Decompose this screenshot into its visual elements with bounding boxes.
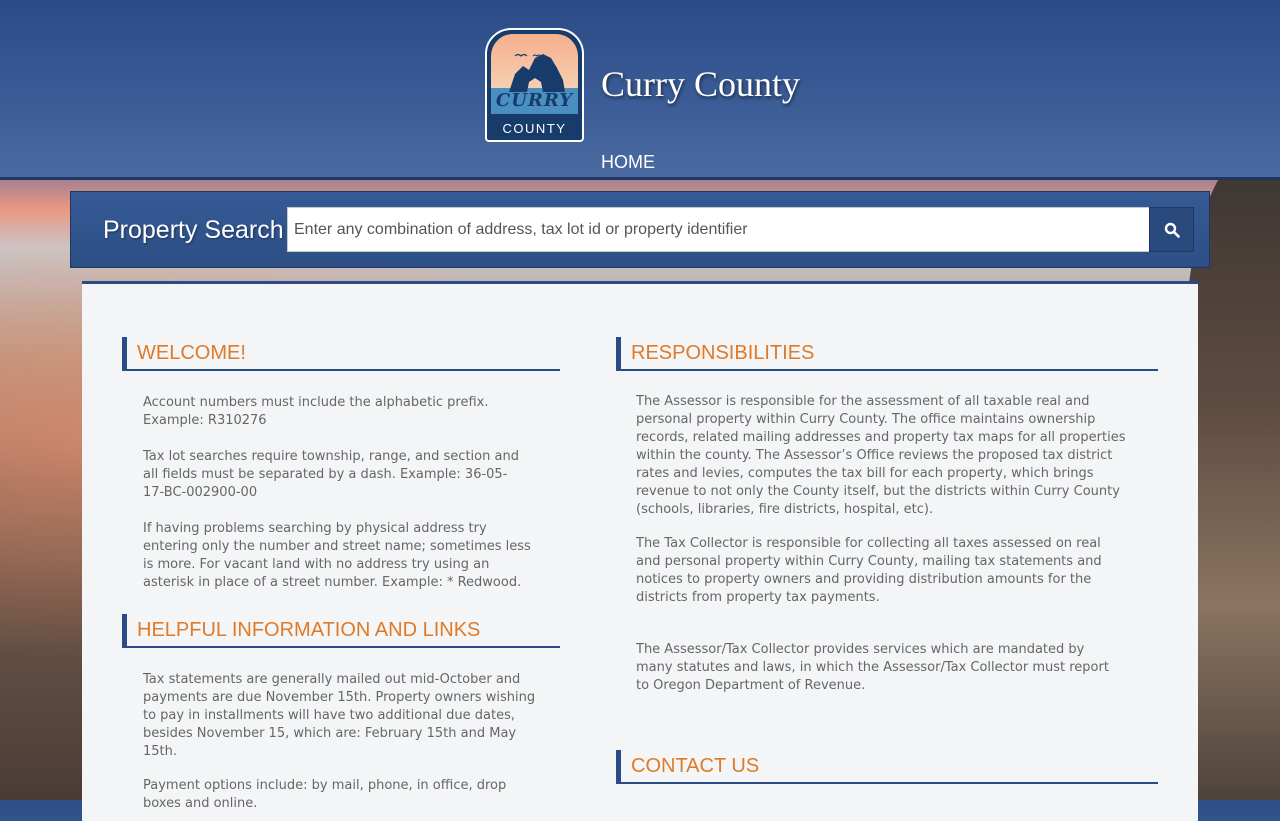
site-header bbox=[0, 0, 1280, 177]
helpful-info-paragraph: Tax statements are generally mailed out mid-October and payments are due November 15th. Property owners wishing to pay in installments will have two additional due dates, besides November 15, which are: February 15th and May 15th. bbox=[143, 672, 536, 759]
logo-rock-arch-icon bbox=[509, 52, 565, 92]
welcome-paragraph: If having problems searching by physical address try entering only the number and street name; sometimes less is more. For vacant land with no address try using an asterisk in place of a street number. Example: * Redwood. bbox=[143, 521, 531, 590]
responsibilities-heading bbox=[616, 337, 1158, 371]
site-title[interactable]: Curry County bbox=[601, 64, 801, 104]
logo-word: CURRY bbox=[495, 90, 574, 111]
property-search-bar bbox=[70, 191, 1210, 268]
helpful-info-paragraph: Payment options include: by mail, phone, in office, drop boxes and online. bbox=[143, 778, 507, 811]
nav-home-link[interactable]: HOME bbox=[601, 152, 655, 172]
contact-us-heading-text: CONTACT US bbox=[631, 755, 760, 777]
responsibilities-paragraph: The Tax Collector is responsible for collecting all taxes assessed on real and personal property within Curry County, mailing tax statements and notices to property owners and providing distribution amounts for the districts from property tax payments. bbox=[636, 536, 1102, 605]
responsibilities-paragraph: The Assessor/Tax Collector provides services which are mandated by many statutes and laws, in which the Assessor/Tax Collector must report to Oregon Department of Revenue. bbox=[636, 642, 1109, 693]
county-logo[interactable] bbox=[485, 28, 584, 142]
responsibilities-heading-text: RESPONSIBILITIES bbox=[631, 342, 815, 364]
header-divider bbox=[0, 177, 1280, 180]
search-icon bbox=[1164, 222, 1180, 238]
helpful-info-heading-text: HELPFUL INFORMATION AND LINKS bbox=[137, 619, 481, 641]
welcome-paragraph: Tax lot searches require township, range, and section and all fields must be separated by a dash. Example: 36-05-17-BC-002900-00 bbox=[143, 449, 519, 500]
content-panel bbox=[82, 281, 1198, 821]
logo-county-label: COUNTY bbox=[502, 121, 567, 136]
search-button[interactable] bbox=[1149, 207, 1194, 252]
responsibilities-paragraph: The Assessor is responsible for the assessment of all taxable real and personal property within Curry County. The office maintains ownership records, related mailing addresses and property tax maps for all properties within the county. The Assessor’s Office reviews the proposed tax district rates and levies, computes the tax bill for each property, which brings revenue to not only the County itself, but the districts within Curry County (schools, libraries, fire districts, hospital, etc). bbox=[636, 394, 1126, 517]
welcome-paragraph: Account numbers must include the alphabetic prefix. Example: R310276 bbox=[143, 395, 489, 428]
welcome-heading bbox=[122, 337, 560, 371]
property-search-label: Property Search bbox=[103, 216, 284, 244]
helpful-info-heading bbox=[122, 614, 560, 648]
contact-us-heading bbox=[616, 750, 1158, 784]
property-search-input[interactable] bbox=[287, 207, 1150, 252]
welcome-heading-text: WELCOME! bbox=[137, 342, 246, 364]
